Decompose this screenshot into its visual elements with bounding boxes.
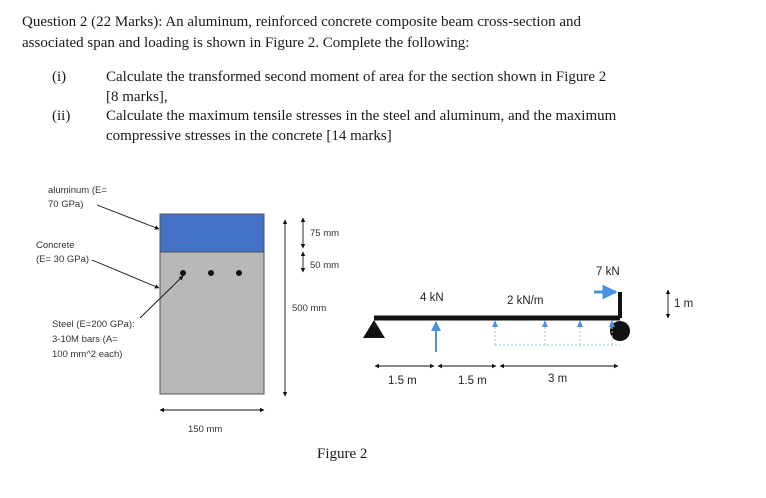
aluminum-label-line-2: 70 GPa) xyxy=(48,199,84,210)
question-title-line-1: Question 2 (22 Marks): An aluminum, reinforced concrete composite beam cross-section and xyxy=(22,14,582,30)
pin-support xyxy=(363,320,385,338)
dim-1m-label: 1 m xyxy=(674,298,694,310)
item-ii-line-1: Calculate the maximum tensile stresses in the steel and aluminum, and the maximum xyxy=(106,108,617,124)
steel-bar-3 xyxy=(236,270,242,276)
concrete-leader-arrow xyxy=(92,260,159,288)
load-4kN-label: 4 kN xyxy=(420,292,444,304)
steel-bar-1 xyxy=(180,270,186,276)
steel-bar-2 xyxy=(208,270,214,276)
aluminum-layer xyxy=(160,214,264,252)
steel-label-line-3: 100 mm^2 each) xyxy=(52,349,123,360)
aluminum-leader-arrow xyxy=(97,205,159,229)
item-number-ii: (ii) xyxy=(52,108,71,124)
load-7kN-label: 7 kN xyxy=(596,266,620,278)
udl-head-3 xyxy=(577,320,583,327)
steel-label-line-1: Steel (E=200 GPa): xyxy=(52,319,135,330)
figure-caption: Figure 2 xyxy=(317,446,368,462)
concrete-label-line-2: (E= 30 GPa) xyxy=(36,254,90,265)
load-udl-label: 2 kN/m xyxy=(507,295,544,307)
udl-head-2 xyxy=(542,320,548,327)
item-ii-line-2: compressive stresses in the concrete [14 marks] xyxy=(106,128,392,144)
dim-50-label: 50 mm xyxy=(310,260,340,271)
span-1-label: 1.5 m xyxy=(388,375,417,387)
udl-head-1 xyxy=(492,320,498,327)
dim-150-label: 150 mm xyxy=(188,424,223,435)
question-title-line-2: associated span and loading is shown in Figure 2. Complete the following: xyxy=(22,35,470,51)
dim-75-label: 75 mm xyxy=(310,228,340,239)
concrete-label-line-1: Concrete xyxy=(36,240,75,251)
item-i-line-2: [8 marks], xyxy=(106,89,168,105)
steel-label-line-2: 3-10M bars (A= xyxy=(52,334,118,345)
span-2-label: 1.5 m xyxy=(458,375,487,387)
item-number-i: (i) xyxy=(52,69,67,85)
item-i-line-1: Calculate the transformed second moment of area for the section shown in Figure 2 xyxy=(106,69,607,85)
span-3-label: 3 m xyxy=(548,373,568,385)
dim-500-label: 500 mm xyxy=(292,303,327,314)
aluminum-label-line-1: aluminum (E= xyxy=(48,185,107,196)
